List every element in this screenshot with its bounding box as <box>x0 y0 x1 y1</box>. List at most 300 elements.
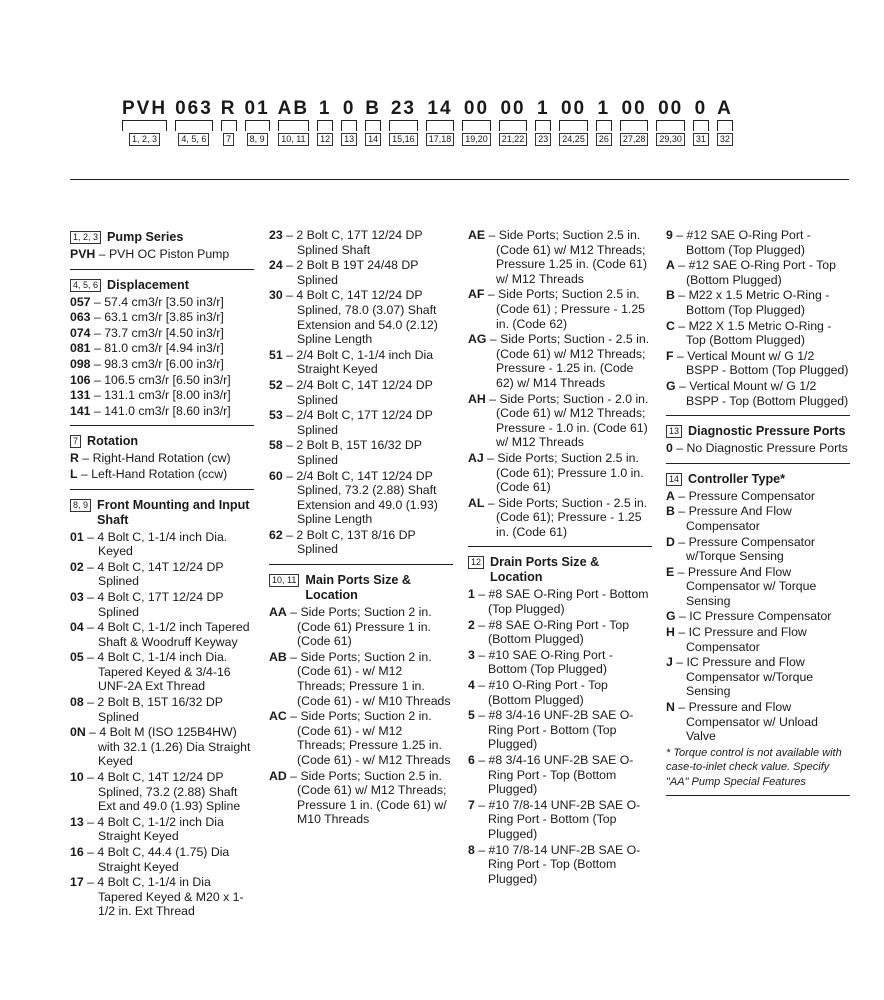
option-item <box>468 798 652 842</box>
code-bracket <box>596 120 612 131</box>
option-item <box>666 228 850 257</box>
option-description: – Side Ports; Suction 2.5 in. (Code 61); Pressure 1.0 in. (Code 61) <box>483 450 644 495</box>
option-item <box>468 843 652 887</box>
option-item <box>666 504 850 533</box>
option-item <box>269 348 453 377</box>
option-item <box>70 845 254 874</box>
section-header <box>666 424 850 439</box>
option-description: – #8 3/4-16 UNF-2B SAE O-Ring Port - Bottom (Top Plugged) <box>474 708 634 752</box>
position-number: 26 <box>596 133 612 146</box>
code-value: 23 <box>390 98 416 119</box>
option-item <box>666 655 850 699</box>
position-number: 12 <box>317 133 333 146</box>
position-number: 14 <box>365 133 381 146</box>
option-description: – IC Pressure and Flow Compensator <box>674 625 807 654</box>
code-value: AB <box>277 98 310 119</box>
option-item <box>70 326 254 341</box>
code-bracket <box>122 120 167 131</box>
option-code: G <box>666 378 676 393</box>
option-item <box>70 404 254 419</box>
option-code: 01 <box>70 529 84 544</box>
option-description: – Side Ports; Suction 2 in. (Code 61) Pressure 1 in. (Code 61) <box>286 605 432 649</box>
option-description: – Side Ports; Suction 2 in. (Code 61) - w/ M12 Threads; Pressure 1.25 in. (Code 61) - w/ M12 Threads <box>286 709 451 767</box>
option-description: – PVH OC Piston Pump <box>95 247 230 261</box>
option-code: AJ <box>468 450 484 465</box>
option-section <box>468 555 652 893</box>
option-code: 7 <box>468 797 475 812</box>
option-code: C <box>666 318 675 333</box>
option-item <box>468 332 652 390</box>
option-code: 081 <box>70 341 91 356</box>
option-code: 0N <box>70 725 86 740</box>
option-code: 02 <box>70 559 84 574</box>
section-header <box>468 555 652 585</box>
option-code: B <box>666 288 675 303</box>
header-divider <box>70 179 849 180</box>
option-code: AC <box>269 709 287 724</box>
option-code: 9 <box>666 228 673 242</box>
option-code: 131 <box>70 388 91 403</box>
column-2 <box>269 228 453 842</box>
option-description: – Side Ports; Suction - 2.0 in. (Code 61) w/ M12 Threads; Pressure - 1.0 in. (Code 61) w/ M12 Threads <box>485 391 649 450</box>
option-code: G <box>666 609 676 624</box>
option-item <box>666 625 850 654</box>
option-item <box>666 489 850 504</box>
option-item <box>269 258 453 287</box>
option-item <box>468 392 652 450</box>
option-description: – 2/4 Bolt C, 17T 12/24 DP Splined <box>282 408 433 437</box>
option-code: 03 <box>70 589 84 604</box>
position-badge: 7 <box>70 435 81 448</box>
option-item <box>468 648 652 677</box>
option-description: – 98.3 cm3/r [6.00 in3/r] <box>90 356 224 371</box>
option-code: H <box>666 625 675 640</box>
option-code: 057 <box>70 294 91 309</box>
option-code: 04 <box>70 620 84 635</box>
code-value: 1 <box>318 98 332 119</box>
column-4 <box>666 228 850 804</box>
option-item <box>666 609 850 624</box>
option-code: AF <box>468 287 485 302</box>
option-code: 098 <box>70 356 91 371</box>
option-description: – 73.7 cm3/r [4.50 in3/r] <box>90 325 224 340</box>
option-item <box>468 287 652 331</box>
option-description: – 57.4 cm3/r [3.50 in3/r] <box>90 294 224 309</box>
option-description: – 4 Bolt C, 14T 12/24 DP Splined, 73.2 (2.88) Shaft Ext and 49.0 (1.93) Spline <box>83 770 241 814</box>
option-item <box>468 587 652 616</box>
option-code: 106 <box>70 372 91 387</box>
code-segment <box>245 98 270 146</box>
code-segment <box>717 98 733 146</box>
option-item <box>666 700 850 744</box>
option-description: – Pressure and Flow Compensator w/ Unload Valve <box>674 700 818 744</box>
option-section <box>269 228 453 565</box>
code-value: 063 <box>175 98 213 119</box>
position-number: 19,20 <box>462 133 491 146</box>
position-number: 24,25 <box>559 133 588 146</box>
option-description: – 4 Bolt M (ISO 125B4HW) with 32.1 (1.26) Dia Straight Keyed <box>85 725 251 769</box>
section-header <box>70 498 254 528</box>
option-code: 1 <box>468 587 475 602</box>
option-description: – 4 Bolt C, 14T 12/24 DP Splined <box>83 559 224 589</box>
code-bracket <box>462 120 491 131</box>
section-title: Displacement <box>107 277 189 292</box>
position-badge: 1, 2, 3 <box>70 231 101 244</box>
option-code: AH <box>468 391 486 406</box>
code-bracket <box>717 120 733 131</box>
option-description: – 2/4 Bolt C, 14T 12/24 DP Splined, 73.2 (2.88) Shaft Extension and 49.0 (1.93) Spline Length <box>282 468 438 527</box>
option-description: – 4 Bolt C, 44.4 (1.75) Dia Straight Keyed <box>83 845 230 874</box>
option-description: – 4 Bolt C, 1-1/2 inch Dia Straight Keyed <box>83 814 224 844</box>
code-value: 1 <box>537 98 550 119</box>
option-description: – 2 Bolt C, 13T 8/16 DP Splined <box>282 527 416 557</box>
option-code: 2 <box>468 617 475 632</box>
option-description: – 4 Bolt C, 1-1/4 inch Dia. Tapered Keyed & 3/4-16 UNF-2A Ext Thread <box>83 650 231 694</box>
option-item <box>70 875 254 919</box>
code-segment <box>278 98 309 146</box>
code-bracket <box>175 120 213 131</box>
option-code: J <box>666 655 673 670</box>
option-code: 0 <box>666 441 673 456</box>
option-description: – Vertical Mount w/ G 1/2 BSPP - Bottom (Top Plugged) <box>673 348 849 378</box>
position-badge: 13 <box>666 425 682 438</box>
section-header <box>70 278 254 293</box>
code-value: 14 <box>427 98 453 119</box>
option-item <box>70 247 254 262</box>
option-description: – Side Ports; Suction - 2.5 in. (Code 61) w/ M12 Threads; Pressure - 1.25 in. (Code 62) w/ M14 Threads <box>486 332 650 390</box>
section-title: Rotation <box>87 434 139 449</box>
position-badge: 12 <box>468 556 484 569</box>
option-code: F <box>666 348 674 363</box>
code-segment <box>221 98 237 146</box>
option-item <box>70 295 254 310</box>
option-item <box>269 288 453 346</box>
option-description: – Side Ports; Suction 2.5 in. (Code 61) w/ M12 Threads; Pressure 1 in. (Code 61) w/ M10 Threads <box>286 768 447 827</box>
option-item <box>70 770 254 814</box>
option-item <box>70 451 254 466</box>
position-number: 31 <box>693 133 709 146</box>
option-item <box>70 388 254 403</box>
option-description: – Pressure And Flow Compensator <box>674 504 792 533</box>
position-number: 15,16 <box>389 133 418 146</box>
option-description: – 4 Bolt C, 1-1/4 inch Dia. Keyed <box>83 529 228 559</box>
code-segment <box>499 98 528 146</box>
option-code: 8 <box>468 842 475 857</box>
option-item <box>269 469 453 527</box>
option-section <box>666 424 850 464</box>
option-item <box>269 438 453 467</box>
position-number: 1, 2, 3 <box>129 133 160 146</box>
section-title: Main Ports Size & Location <box>305 573 412 603</box>
code-value: B <box>365 98 382 119</box>
option-description: – #10 7/8-14 UNF-2B SAE O-Ring Port - Bottom (Top Plugged) <box>474 797 641 841</box>
position-number: 4, 5, 6 <box>178 133 209 146</box>
option-description: – #12 SAE O-Ring Port - Bottom (Top Plugged) <box>672 228 811 257</box>
code-value: 01 <box>244 98 270 119</box>
position-number: 21,22 <box>499 133 528 146</box>
option-item <box>666 441 850 456</box>
section-header <box>666 472 850 487</box>
option-code: 24 <box>269 258 283 273</box>
option-description: – 2 Bolt B, 15T 16/32 DP Splined <box>282 438 422 467</box>
option-description: – Pressure And Flow Compensator w/ Torque Sensing <box>674 564 817 608</box>
option-description: – Pressure Compensator w/Torque Sensing <box>674 534 816 564</box>
code-segment <box>693 98 709 146</box>
option-item <box>269 228 453 257</box>
code-value: 00 <box>658 98 684 119</box>
option-code: 60 <box>269 468 283 483</box>
code-value: PVH <box>122 98 168 119</box>
footnote: * Torque control is not available with case-to-inlet check value. Specify "AA" Pump Special Features <box>666 746 842 788</box>
option-description: – #8 3/4-16 UNF-2B SAE O-Ring Port - Top (Bottom Plugged) <box>474 753 634 797</box>
option-item <box>70 590 254 619</box>
option-code: B <box>666 504 675 519</box>
code-value: 00 <box>500 98 526 119</box>
option-code: 063 <box>70 310 91 325</box>
code-bracket <box>426 120 455 131</box>
option-item <box>666 379 850 408</box>
option-item <box>70 725 254 769</box>
code-bracket <box>620 120 649 131</box>
code-value: R <box>220 98 237 119</box>
option-item <box>269 709 453 767</box>
option-code: 6 <box>468 753 475 767</box>
option-description: – Vertical Mount w/ G 1/2 BSPP - Top (Bottom Plugged) <box>675 378 849 408</box>
option-description: – M22 X 1.5 Metric O-Ring - Top (Bottom Plugged) <box>674 318 832 348</box>
option-description: – Side Ports; Suction 2.5 in. (Code 61) ; Pressure - 1.25 in. (Code 62) <box>484 287 645 331</box>
option-section <box>70 278 254 427</box>
code-segment <box>341 98 357 146</box>
code-value: 1 <box>597 98 611 119</box>
position-number: 10, 11 <box>278 133 308 146</box>
code-segment <box>535 98 551 146</box>
code-segment <box>462 98 491 146</box>
option-description: – #10 O-Ring Port - Top (Bottom Plugged) <box>474 678 608 707</box>
section-header <box>70 434 254 449</box>
position-badge: 4, 5, 6 <box>70 279 101 292</box>
option-item <box>70 341 254 356</box>
option-code: 58 <box>269 438 283 453</box>
option-item <box>468 451 652 495</box>
option-code: N <box>666 700 675 715</box>
option-description: – 63.1 cm3/r [3.85 in3/r] <box>90 310 224 325</box>
column-1 <box>70 228 254 934</box>
option-section <box>269 573 453 834</box>
option-item <box>666 319 850 348</box>
option-description: – 2/4 Bolt C, 1-1/4 inch Dia Straight Keyed <box>282 347 434 377</box>
option-item <box>269 408 453 437</box>
option-section <box>666 472 850 797</box>
position-number: 17,18 <box>426 133 455 146</box>
code-segment <box>596 98 612 146</box>
option-code: A <box>666 488 675 503</box>
code-bracket <box>693 120 709 131</box>
option-description: – Side Ports; Suction 2 in. (Code 61) - w/ M12 Threads; Pressure 1 in. (Code 61) - w/ M10 Threads <box>286 649 451 708</box>
option-code: 53 <box>269 408 283 423</box>
option-item <box>70 310 254 325</box>
option-item <box>70 373 254 388</box>
position-number: 23 <box>535 133 551 146</box>
option-code: 10 <box>70 770 84 785</box>
option-code: 62 <box>269 527 283 542</box>
option-code: AD <box>269 768 287 783</box>
option-item <box>70 815 254 844</box>
position-number: 8, 9 <box>247 133 268 146</box>
option-description: – No Diagnostic Pressure Ports <box>672 441 848 456</box>
option-section <box>70 498 254 926</box>
option-code: 16 <box>70 845 84 859</box>
option-code: 17 <box>70 875 84 890</box>
code-segment <box>620 98 649 146</box>
option-description: – #10 SAE O-Ring Port - Bottom (Top Plugged) <box>474 647 613 677</box>
code-bracket <box>389 120 418 131</box>
option-code: AB <box>269 649 287 664</box>
option-code: 05 <box>70 650 84 665</box>
code-value: 0 <box>342 98 356 119</box>
option-description: – IC Pressure Compensator <box>675 609 832 624</box>
option-code: R <box>70 451 79 466</box>
position-number: 32 <box>717 133 733 146</box>
option-code: A <box>666 258 675 273</box>
code-segment <box>389 98 418 146</box>
option-code: 30 <box>269 288 283 303</box>
option-code: 074 <box>70 325 91 340</box>
code-value: A <box>717 98 733 119</box>
option-item <box>70 467 254 482</box>
code-bracket <box>278 120 309 131</box>
code-value: 00 <box>621 98 647 119</box>
option-code: PVH <box>70 247 96 261</box>
position-number: 29,30 <box>656 133 685 146</box>
option-item <box>666 349 850 378</box>
section-header <box>70 230 254 245</box>
section-header <box>269 573 453 603</box>
option-description: – #12 SAE O-Ring Port - Top (Bottom Plugged) <box>674 258 836 287</box>
code-bracket <box>341 120 357 131</box>
option-description: – Pressure Compensator <box>674 488 816 503</box>
section-title: Drain Ports Size & Location <box>490 555 600 585</box>
code-bracket <box>559 120 588 131</box>
option-description: – #8 SAE O-Ring Port - Top (Bottom Plugged) <box>474 617 630 647</box>
option-item <box>70 530 254 559</box>
option-description: – #8 SAE O-Ring Port - Bottom (Top Plugged) <box>474 587 649 617</box>
option-code: AL <box>468 495 485 510</box>
option-description: – Left-Hand Rotation (ccw) <box>77 466 228 481</box>
option-item <box>70 650 254 694</box>
option-description: – #10 7/8-14 UNF-2B SAE O-Ring Port - Top (Bottom Plugged) <box>474 842 641 886</box>
code-value: 0 <box>694 98 708 119</box>
option-code: 3 <box>468 647 475 662</box>
option-description: – 2/4 Bolt C, 14T 12/24 DP Splined <box>282 377 433 407</box>
section-title: Front Mounting and Input Shaft <box>97 497 250 527</box>
code-segment <box>122 98 167 146</box>
option-item <box>468 496 652 540</box>
position-number: 7 <box>223 133 234 146</box>
option-section <box>468 228 652 547</box>
option-item <box>666 535 850 564</box>
option-code: 13 <box>70 814 84 829</box>
option-code: D <box>666 534 675 549</box>
code-segment <box>175 98 213 146</box>
option-item <box>468 678 652 707</box>
option-item <box>70 560 254 589</box>
code-bracket <box>365 120 381 131</box>
code-bracket <box>317 120 333 131</box>
option-section <box>666 228 850 416</box>
option-description: – M22 x 1.5 Metric O-Ring - Bottom (Top Plugged) <box>674 288 830 317</box>
option-item <box>269 650 453 708</box>
section-title: Diagnostic Pressure Ports <box>688 424 846 439</box>
option-item <box>666 565 850 609</box>
option-item <box>468 753 652 797</box>
option-item <box>468 228 652 286</box>
code-value: 00 <box>463 98 490 119</box>
option-code: E <box>666 564 675 579</box>
code-bracket <box>499 120 528 131</box>
section-title: Pump Series <box>107 230 184 244</box>
option-description: – 141.0 cm3/r [8.60 in3/r] <box>90 403 231 418</box>
option-item <box>269 528 453 557</box>
code-bracket <box>535 120 551 131</box>
option-code: AA <box>269 605 287 620</box>
option-section <box>70 230 254 270</box>
option-item <box>269 769 453 827</box>
option-description: – Side Ports; Suction 2.5 in. (Code 61) w/ M12 Threads; Pressure 1.25 in. (Code 61) w/ M12 Threads <box>485 228 648 286</box>
option-description: – 4 Bolt C, 1-1/2 inch Tapered Shaft & Woodruff Keyway <box>83 620 250 649</box>
option-item <box>70 695 254 724</box>
column-3 <box>468 228 652 901</box>
option-description: – 4 Bolt C, 1-1/4 in Dia Tapered Keyed & M20 x 1-1/2 in. Ext Thread <box>83 875 244 919</box>
option-code: 5 <box>468 708 475 723</box>
code-bracket <box>245 120 270 131</box>
option-code: 52 <box>269 377 283 392</box>
option-item <box>666 288 850 317</box>
option-section <box>70 434 254 489</box>
option-item <box>468 618 652 647</box>
position-number: 13 <box>341 133 357 146</box>
option-description: – 2 Bolt B 19T 24/48 DP Splined <box>282 258 419 287</box>
code-segment <box>656 98 685 146</box>
code-segment <box>365 98 381 146</box>
option-item <box>70 357 254 372</box>
option-item <box>70 620 254 649</box>
option-code: 08 <box>70 695 84 710</box>
option-description: – 106.5 cm3/r [6.50 in3/r] <box>90 372 231 387</box>
section-title: Controller Type* <box>688 471 786 486</box>
option-item <box>468 708 652 752</box>
model-code <box>122 98 741 146</box>
option-code: 4 <box>468 678 475 693</box>
option-description: – 4 Bolt C, 17T 12/24 DP Splined <box>83 589 224 619</box>
code-value: 00 <box>560 98 587 119</box>
position-badge: 8, 9 <box>70 499 91 512</box>
position-number: 27,28 <box>620 133 649 146</box>
option-code: L <box>70 466 78 481</box>
position-badge: 10, 11 <box>269 574 299 587</box>
option-code: AE <box>468 228 486 242</box>
option-description: – 81.0 cm3/r [4.94 in3/r] <box>90 341 224 356</box>
code-bracket <box>221 120 237 131</box>
option-item <box>666 258 850 287</box>
option-item <box>269 605 453 649</box>
code-segment <box>426 98 455 146</box>
option-description: – IC Pressure and Flow Compensator w/Torque Sensing <box>672 655 814 699</box>
option-code: AG <box>468 332 487 347</box>
code-bracket <box>656 120 685 131</box>
option-code: 51 <box>269 347 283 362</box>
option-item <box>269 378 453 407</box>
option-description: – Right-Hand Rotation (cw) <box>78 451 231 466</box>
